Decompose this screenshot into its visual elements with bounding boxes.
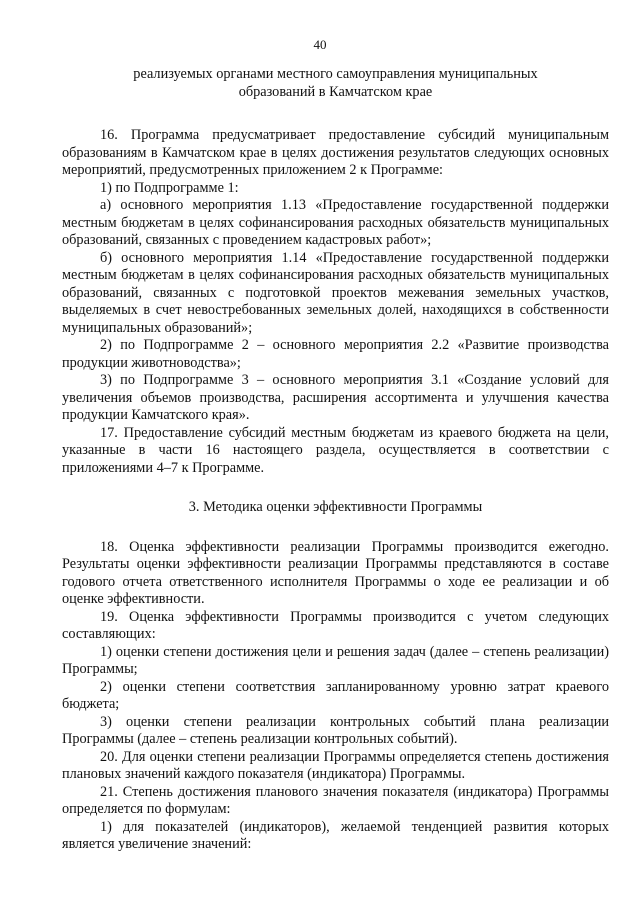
paragraph-21-item-1: 1) для показателей (индикаторов), желаемой тенденцией развития которых является увеличение значений: <box>62 818 609 852</box>
paragraphs-bottom <box>62 539 609 854</box>
document-body <box>62 66 609 854</box>
paragraph-17: 17. Предоставление субсидий местным бюджетам из краевого бюджета на цели, указанные в части 16 настоящего раздела, осуществляется в соответствии с приложениями 4–7 к Программе. <box>62 424 609 476</box>
paragraph-19-item-2: 2) оценки степени соответствия запланированному уровню затрат краевого бюджета; <box>62 678 609 712</box>
paragraph-19: 19. Оценка эффективности Программы производится с учетом следующих составляющих: <box>62 608 609 642</box>
paragraph-18: 18. Оценка эффективности реализации Программы производится ежегодно. Результаты оценки эффективности реализации Программы представляются в составе годового отчета ответственного исполнителя Программы о ходе ее реализации и об оценке эффективности. <box>62 538 609 607</box>
paragraph-20: 20. Для оценки степени реализации Программы определяется степень достижения плановых значений каждого показателя (индикатора) Программы. <box>62 748 609 782</box>
page-number: 40 <box>313 37 327 52</box>
paragraph-subprogram-1: 1) по Подпрограмме 1: <box>100 179 239 196</box>
paragraph-16: 16. Программа предусматривает предоставление субсидий муниципальным образованиям в Камчатском крае в целях достижения результатов следующих основных мероприятий, предусмотренных приложением 2 к Программе: <box>62 127 609 178</box>
paragraph-subprogram-2: 2) по Подпрограмме 2 – основного мероприятия 2.2 «Развитие производства продукции животноводства»; <box>62 337 609 371</box>
paragraph-19-item-1: 1) оценки степени достижения цели и решения задач (далее – степень реализации) Программы; <box>62 643 609 677</box>
paragraphs-top <box>62 127 609 477</box>
paragraph-21: 21. Степень достижения планового значения показателя (индикатора) Программы определяется по формулам: <box>62 783 609 817</box>
intro-heading-line-1: реализуемых органами местного самоуправления муниципальных <box>133 66 538 82</box>
section-title: 3. Методика оценки эффективности Программы <box>188 499 483 515</box>
intro-heading-line-2: образований в Камчатском крае <box>238 83 433 100</box>
paragraph-subprogram-3: 3) по Подпрограмме 3 – основного мероприятия 3.1 «Создание условий для увеличения объемов производства, расширения ассортимента и улучшения качества продукции Камчатского края». <box>62 372 609 423</box>
paragraph-measure-1-13: а) основного мероприятия 1.13 «Предоставление государственной поддержки местным бюджетам в целях софинансирования расходных обязательств муниципальных образований, связанных с проведением кадастровых работ»; <box>62 197 609 248</box>
paragraph-measure-1-14: б) основного мероприятия 1.14 «Предоставление государственной поддержки местным бюджетам в целях софинансирования расходных обязательств муниципальных образований, связанных с подготовкой проектов межевания земельных участков, выделяемых в счет невостребованных земельных долей, находящихся в собственности муниципальных образований»; <box>62 249 609 336</box>
paragraph-19-item-3: 3) оценки степени реализации контрольных событий плана реализации Программы (далее – степень реализации контрольных событий). <box>62 713 609 747</box>
